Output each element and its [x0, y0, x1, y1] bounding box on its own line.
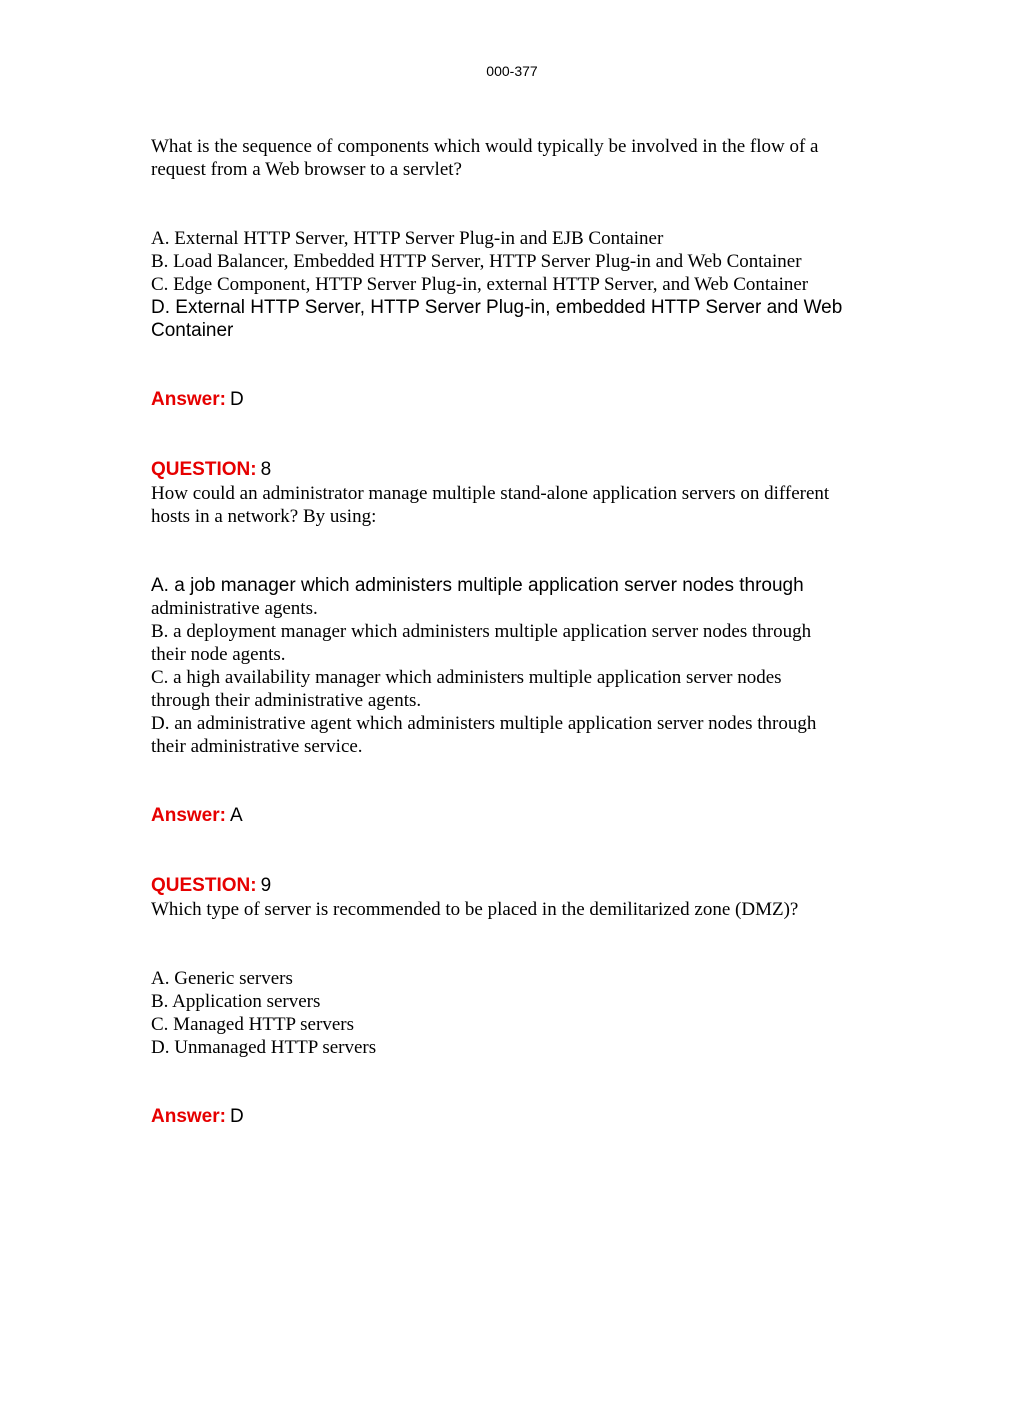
page-header-code: 000-377 [486, 63, 538, 79]
q9-stem-line: Which type of server is recommended to be placed in the demilitarized zone (DMZ)? [151, 899, 799, 920]
q8-stem-line: hosts in a network? By using: [151, 506, 377, 527]
q9-heading [151, 874, 891, 898]
answer-label: Answer: [151, 805, 226, 826]
q8-option-line: D. an administrative agent which administers multiple application server nodes through [151, 713, 817, 734]
q8-option-a-text: A. a job manager which administers multiple application server nodes through [151, 575, 804, 596]
q8-stem [151, 482, 891, 528]
answer-value: D [229, 1106, 244, 1127]
q9-option-c: C. Managed HTTP servers [151, 1014, 354, 1035]
q7-option-c: C. Edge Component, HTTP Server Plug-in, external HTTP Server, and Web Container [151, 274, 809, 295]
q8-stem-line: How could an administrator manage multiple stand-alone application servers on different [151, 483, 830, 504]
question-number: 8 [260, 459, 272, 480]
q9-option-a: A. Generic servers [151, 968, 293, 989]
q9-answer [151, 1105, 891, 1129]
q7-option-a: A. External HTTP Server, HTTP Server Plug-in and EJB Container [151, 228, 664, 249]
q8-option-line: B. a deployment manager which administers multiple application server nodes through [151, 621, 812, 642]
q8-option-line: their administrative service. [151, 736, 363, 757]
q8-option-line: administrative agents. [151, 598, 318, 619]
q7-option-b: B. Load Balancer, Embedded HTTP Server, HTTP Server Plug-in and Web Container [151, 251, 802, 272]
q8-heading [151, 458, 891, 482]
q8-options [151, 597, 891, 758]
q8-option-a-line1 [151, 574, 891, 597]
question-label: QUESTION: [151, 459, 257, 480]
q7-option-d [151, 296, 891, 342]
q9-stem [151, 898, 891, 921]
q7-stem-line: request from a Web browser to a servlet? [151, 159, 462, 180]
q8-option-line: through their administrative agents. [151, 690, 422, 711]
answer-label: Answer: [151, 389, 226, 410]
document-body [151, 135, 891, 1129]
answer-label: Answer: [151, 1106, 226, 1127]
q7-stem [151, 135, 891, 181]
answer-value: D [229, 389, 244, 410]
q8-answer [151, 804, 891, 828]
q7-options [151, 227, 891, 296]
q7-option-d-line: Container [151, 320, 234, 341]
answer-value: A [229, 805, 243, 826]
question-number: 9 [260, 875, 272, 896]
q7-stem-line: What is the sequence of components which would typically be involved in the flow of a [151, 136, 819, 157]
q8-option-line: C. a high availability manager which administers multiple application server nodes [151, 667, 782, 688]
q7-answer [151, 388, 891, 412]
q7-option-d-line: D. External HTTP Server, HTTP Server Plug-in, embedded HTTP Server and Web [151, 297, 843, 318]
q9-option-d: D. Unmanaged HTTP servers [151, 1037, 377, 1058]
q9-option-b: B. Application servers [151, 991, 321, 1012]
q9-options [151, 967, 891, 1059]
question-label: QUESTION: [151, 875, 257, 896]
q8-option-line: their node agents. [151, 644, 286, 665]
